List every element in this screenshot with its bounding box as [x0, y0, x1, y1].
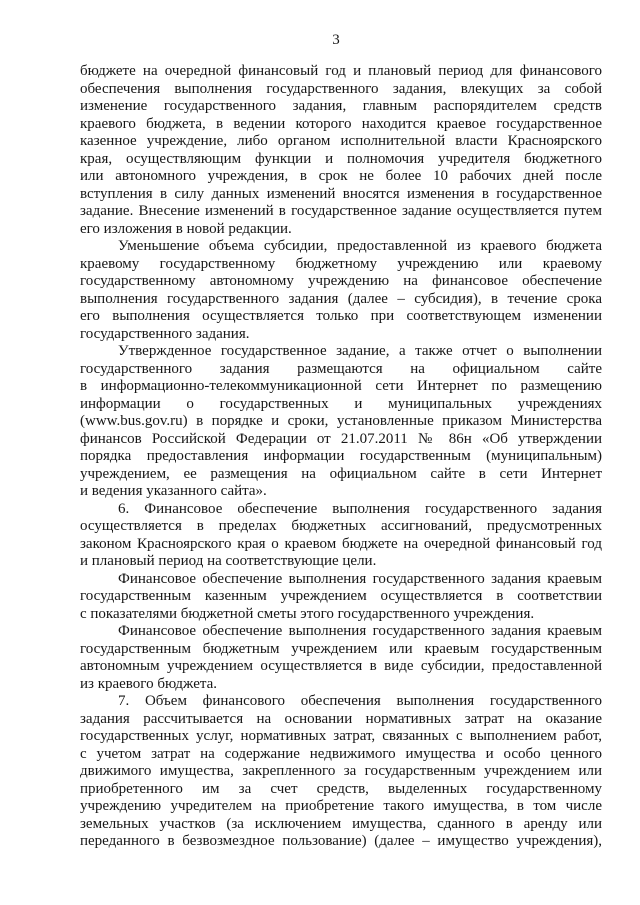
text-line: с показателями бюджетной сметы этого государственного учреждения. [80, 605, 535, 622]
text-line: государственным бюджетным учреждением или краевым государственным [80, 640, 602, 657]
text-line: порядка предоставления информации государственным (муниципальным) [80, 448, 602, 464]
text-line: краевому государственному бюджетному учреждению или краевому [80, 255, 602, 272]
text-line: осуществляется в пределах бюджетных ассигнований, предусмотренных [80, 518, 602, 534]
text-line: его изложения в новой редакции. [80, 220, 292, 237]
text-line: автономным учреждением осуществляется в виде субсидии, предоставленной [80, 658, 602, 674]
document-body [80, 63, 602, 851]
text-line: задания рассчитывается на основании нормативных затрат на оказание [80, 710, 602, 727]
text-line: и плановый период на соответствующие цели. [80, 553, 377, 569]
text-line: в информационно-телекоммуникационной сети Интернет по размещению [80, 378, 602, 394]
paragraph [80, 501, 602, 571]
text-line: Уменьшение объема субсидии, предоставленной из краевого бюджета [118, 238, 602, 254]
text-line: или автономного учреждения, в срок не более 10 рабочих дней после [80, 168, 602, 184]
text-line: Финансовое обеспечение выполнения государственного задания краевым [118, 570, 602, 587]
page-number: 3 [332, 32, 340, 48]
text-line: переданного в безвозмездное пользование) (далее – имущество учреждения), [80, 833, 602, 849]
text-line: учреждением, ее размещения на официальном сайте в сети Интернет [80, 465, 602, 482]
text-line: казенное учреждение, либо органом исполнительной власти Красноярского [80, 133, 602, 149]
text-line: Утвержденное государственное задание, а также отчет о выполнении [118, 343, 602, 359]
text-line: обеспечения выполнения государственного задания, влекущих за собой [80, 80, 602, 97]
text-line: бюджете на очередной финансовый год и плановый период для финансового [80, 63, 602, 79]
text-line: (www.bus.gov.ru) в порядке и сроки, установленные приказом Министерства [80, 413, 602, 429]
text-line: государственным казенным учреждением осуществляется в соответствии [80, 588, 602, 604]
text-line: выполнения государственного задания (далее – субсидия), в течение срока [80, 290, 602, 307]
paragraph [80, 571, 602, 624]
text-line: 7. Объем финансового обеспечения выполнения государственного [118, 693, 602, 709]
text-line: краевого бюджета, в ведении которого находится краевое государственное [80, 115, 602, 132]
paragraph [80, 343, 602, 501]
text-line: государственного задания. [80, 325, 250, 342]
text-line: и ведения указанного сайта». [80, 483, 267, 499]
text-line: приобретенного им за счет средств, выделенных государственному [80, 780, 602, 797]
paragraph [80, 63, 602, 238]
text-line: края, осуществляющим функции и полномочия учредителя бюджетного [80, 150, 602, 167]
text-line: информации о государственных и муниципальных учреждениях [80, 395, 602, 412]
text-line: его выполнения осуществляется только при соответствующем изменении [80, 308, 602, 324]
text-line: из краевого бюджета. [80, 675, 217, 692]
paragraph [80, 238, 602, 343]
text-line: вступления в силу данных изменений вносятся изменения в государственное [80, 185, 602, 202]
text-line: законом Красноярского края о краевом бюджете на очередной финансовый год [80, 535, 602, 552]
paragraph [80, 623, 602, 693]
paragraph [80, 693, 602, 851]
text-line: земельных участков (за исключением имущества, сданного в аренду или [80, 815, 602, 832]
text-line: 6. Финансовое обеспечение выполнения государственного задания [118, 500, 602, 517]
text-line: учреждению учредителем на приобретение такого имущества, в том числе [80, 798, 602, 814]
text-line: государственного задания размещаются на официальном сайте [80, 360, 602, 377]
text-line: государственному автономному учреждению на финансовое обеспечение [80, 273, 602, 289]
text-line: государственных услуг, нормативных затрат, связанных с выполнением работ, [80, 728, 602, 744]
text-line: с учетом затрат на содержание недвижимого имущества и особо ценного [80, 745, 602, 762]
text-line: задание. Внесение изменений в государственное задание осуществляется путем [80, 203, 602, 219]
text-line: изменение государственного задания, главным распорядителем средств [80, 98, 602, 114]
text-line: Финансовое обеспечение выполнения государственного задания краевым [118, 623, 602, 639]
text-line: финансов Российской Федерации от 21.07.2011 № 86н «Об утверждении [80, 430, 602, 447]
text-line: движимого имущества, закрепленного за государственным учреждением или [80, 763, 602, 779]
